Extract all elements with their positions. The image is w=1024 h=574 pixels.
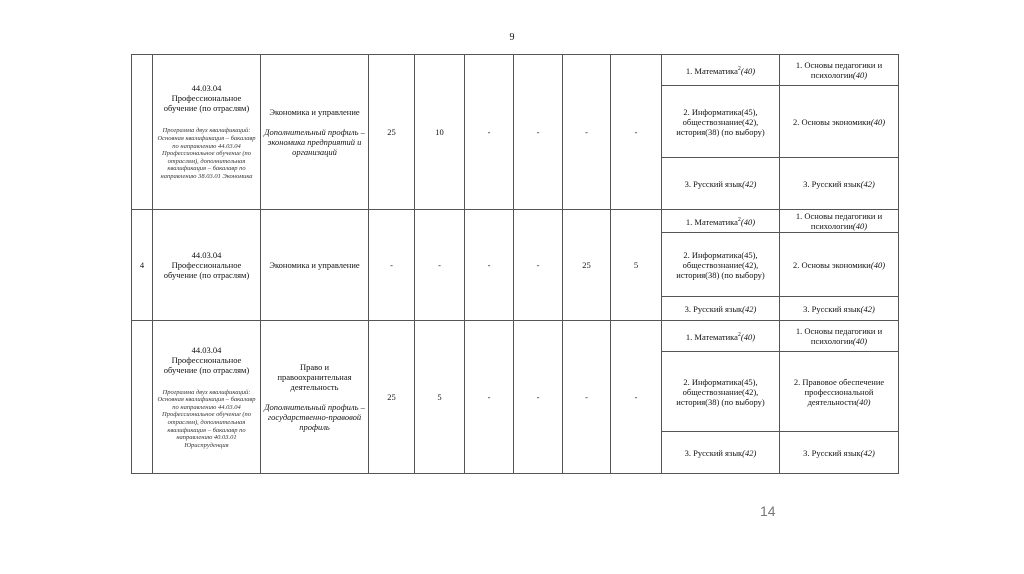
program-name: Профессиональное обучение (по отраслям) xyxy=(163,93,250,114)
subject-footnote: 2 xyxy=(737,332,741,339)
count-cell: - xyxy=(611,55,662,210)
subject-text: 1. Основы педагогики и психологии xyxy=(795,326,883,346)
direction-name: Экономика и управление xyxy=(269,260,360,270)
subject-score: (42) xyxy=(742,303,757,314)
subject-score: (42) xyxy=(742,178,757,189)
subject-text: 2. Правовое обеспечение профессиональной деятельности xyxy=(793,376,885,407)
exam-subject xyxy=(662,210,780,233)
program-cell xyxy=(153,55,261,210)
count-cell: 25 xyxy=(369,55,415,210)
subject-score: (40) xyxy=(856,396,871,407)
row-number xyxy=(132,321,153,474)
exam-subject xyxy=(662,321,780,352)
subject-text: 1. Математика xyxy=(685,216,738,227)
alt-exam-subject xyxy=(780,86,899,158)
count-cell: - xyxy=(563,55,611,210)
count-cell: 25 xyxy=(563,210,611,321)
exam-subject xyxy=(662,55,780,86)
exam-subject xyxy=(662,432,780,474)
subject-score: (42) xyxy=(860,178,875,189)
program-cell xyxy=(153,321,261,474)
alt-exam-subject xyxy=(780,352,899,432)
program-code: 44.03.04 xyxy=(191,344,222,355)
program-note: Программа двух квалификаций: Основная квалификация – бакалавр по направлению 44.03.04 Профессиональное обучение (по отраслям), дополнительная квалификация – бакалавр по направлению 40.03.01 Юриспруденция xyxy=(157,388,256,449)
exam-subject xyxy=(662,86,780,158)
subject-score: (42) xyxy=(742,447,757,458)
subject-score: (40) xyxy=(740,65,756,76)
alt-exam-subject xyxy=(780,297,899,321)
subject-text: 2. Информатика(45), обществознание(42), история(38) (по выбору) xyxy=(676,106,765,137)
count-cell: - xyxy=(369,210,415,321)
table-row xyxy=(132,55,899,86)
subject-score: (40) xyxy=(870,116,886,127)
table-row xyxy=(132,321,899,352)
exam-subject xyxy=(662,233,780,297)
admission-table xyxy=(131,54,899,474)
count-cell: - xyxy=(514,210,563,321)
subject-score: (40) xyxy=(852,70,868,80)
exam-subject xyxy=(662,158,780,210)
direction-cell xyxy=(261,321,369,474)
subject-text: 3. Русский язык xyxy=(684,447,743,458)
count-cell: - xyxy=(465,210,514,321)
count-cell: 5 xyxy=(415,321,465,474)
row-number: 4 xyxy=(132,210,153,321)
slide-number: 14 xyxy=(760,503,776,519)
row-number xyxy=(132,55,153,210)
subject-text: 1. Математика xyxy=(685,331,738,342)
subject-score: (40) xyxy=(740,216,756,227)
program-code: 44.03.04 xyxy=(191,250,222,260)
direction-profile: Дополнительный профиль – экономика предприятий и организаций xyxy=(264,127,365,157)
subject-text: 3. Русский язык xyxy=(684,303,743,314)
subject-text: 3. Русский язык xyxy=(803,178,861,189)
count-cell: - xyxy=(563,321,611,474)
count-cell: - xyxy=(465,321,514,474)
subject-score: (40) xyxy=(870,259,886,270)
page-number: 9 xyxy=(509,32,515,43)
direction-profile: Дополнительный профиль – государственно-правовой профиль xyxy=(264,402,365,432)
count-cell: - xyxy=(514,321,563,474)
subject-text: 1. Математика xyxy=(685,65,738,76)
subject-text: 3. Русский язык xyxy=(684,178,743,189)
subject-text: 2. Информатика(45), обществознание(42), история(38) (по выбору) xyxy=(676,249,765,280)
subject-score: (40) xyxy=(852,336,868,346)
count-cell: - xyxy=(415,210,465,321)
count-cell: 25 xyxy=(369,321,415,474)
subject-text: 2. Основы экономики xyxy=(792,116,871,127)
program-name: Профессиональное обучение (по отраслям) xyxy=(163,260,250,280)
exam-subject xyxy=(662,297,780,321)
alt-exam-subject xyxy=(780,321,899,352)
subject-text: 2. Информатика(45), обществознание(42), история(38) (по выбору) xyxy=(676,376,765,407)
count-cell: 10 xyxy=(415,55,465,210)
subject-text: 1. Основы педагогики и психологии xyxy=(795,60,883,80)
program-cell xyxy=(153,210,261,321)
direction-cell xyxy=(261,210,369,321)
program-code: 44.03.04 xyxy=(191,83,222,94)
table-row xyxy=(132,210,899,233)
subject-footnote: 2 xyxy=(737,217,741,224)
count-cell: 5 xyxy=(611,210,662,321)
exam-subject xyxy=(662,352,780,432)
subject-score: (40) xyxy=(740,331,756,342)
direction-cell xyxy=(261,55,369,210)
subject-text: 3. Русский язык xyxy=(803,447,861,458)
subject-score: (42) xyxy=(860,447,875,458)
alt-exam-subject xyxy=(780,432,899,474)
direction-name: Экономика и управление xyxy=(269,107,360,117)
direction-name: Право и правоохранительная деятельность xyxy=(277,362,352,392)
program-note: Программа двух квалификаций: Основная квалификация – бакалавр по направлению 44.03.04 Профессиональное обучение (по отраслям), дополнительная квалификация – бакалавр по направлению 38.03.01 Экономика xyxy=(157,127,256,180)
subject-score: (42) xyxy=(860,303,875,314)
count-cell: - xyxy=(611,321,662,474)
count-cell: - xyxy=(514,55,563,210)
subject-score: (40) xyxy=(852,221,868,231)
subject-footnote: 2 xyxy=(737,66,741,73)
subject-text: 2. Основы экономики xyxy=(792,259,871,270)
subject-text: 1. Основы педагогики и психологии xyxy=(795,211,883,231)
alt-exam-subject xyxy=(780,233,899,297)
count-cell: - xyxy=(465,55,514,210)
alt-exam-subject xyxy=(780,210,899,233)
subject-text: 3. Русский язык xyxy=(803,303,861,314)
program-name: Профессиональное обучение (по отраслям) xyxy=(163,354,250,375)
alt-exam-subject xyxy=(780,55,899,86)
alt-exam-subject xyxy=(780,158,899,210)
